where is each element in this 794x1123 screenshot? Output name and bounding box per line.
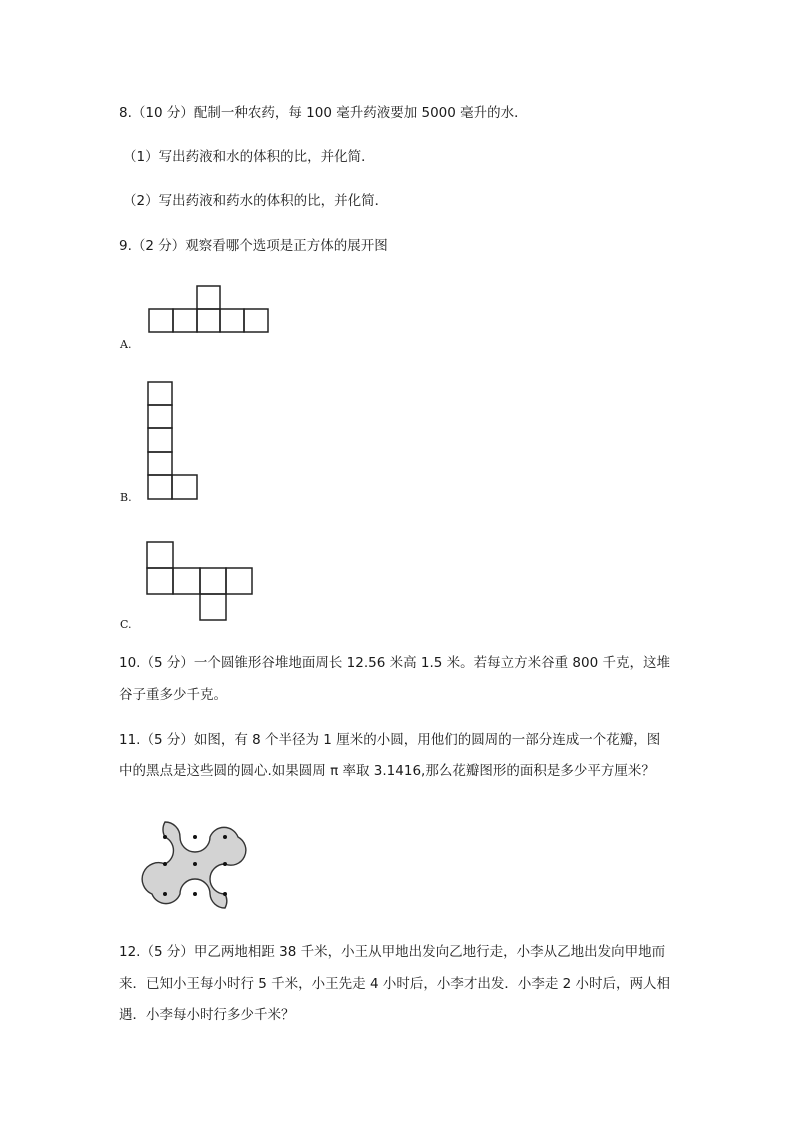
q9-title: 9.（2 分）观察看哪个选项是正方体的展开图 [119,238,388,254]
q10-line1: 10.（5 分）一个圆锥形谷堆地面周长 12.56 米高 1.5 米。若每立方米谷重 800 千克，这堆 [119,655,670,671]
q12-line3: 遇．小李每小时行多少千米？ [119,1007,295,1023]
q12-line2: 来．已知小王每小时行 5 千米，小王先走 4 小时后，小李才出发．小李走 2 小时后，两人相 [119,976,671,992]
option-b-label: B. [120,491,132,504]
net-b-figure [146,380,202,502]
option-a-label: A. [120,338,132,351]
petal-figure [140,810,250,920]
q8-title: 8.（10 分）配制一种农药，每 100 毫升药液要加 5000 毫升的水． [119,105,528,121]
q10-line2: 谷子重多少千克。 [119,687,227,703]
q11-line2: 中的黑点是这些圆的圆心.如果圆周 π 率取 3.1416,那么花瓣图形的面积是多少平方厘米？ [119,763,655,779]
q12-line1: 12.（5 分）甲乙两地相距 38 千米，小王从甲地出发向乙地行走，小李从乙地出发向甲地而 [119,944,666,960]
net-a-figure [146,284,272,334]
option-c-label: C. [120,618,132,631]
q8-part1: （1）写出药液和水的体积的比，并化简． [123,149,375,165]
net-c-figure [145,540,257,624]
q8-part2: （2）写出药液和药水的体积的比，并化简． [123,193,389,209]
q11-line1: 11.（5 分）如图，有 8 个半径为 1 厘米的小圆，用他们的圆周的一部分连成一个花瓣，图 [119,732,661,748]
